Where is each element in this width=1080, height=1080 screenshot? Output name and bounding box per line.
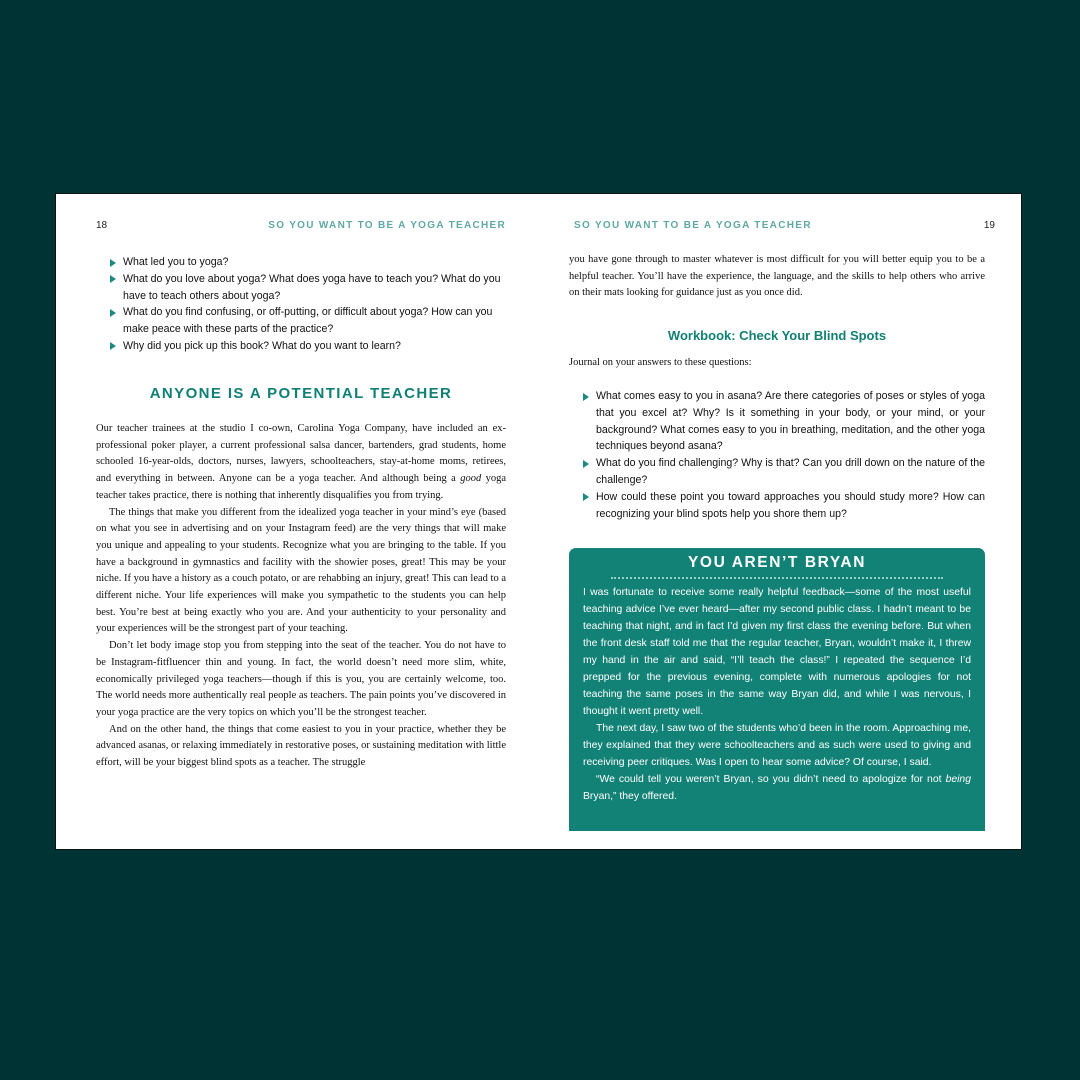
book-spread	[55, 193, 1022, 850]
page-number-left: 18	[96, 220, 108, 231]
bullet-triangle-icon	[583, 393, 589, 401]
workbook-heading: Workbook: Check Your Blind Spots	[667, 328, 887, 343]
body-paragraph: And on the other hand, the things that come easiest to you in your practice, whether they be advanced asanas, or relaxing immediately in restorative poses, or sustaining meditation with little effort, will be your biggest blind spots as a teacher. The struggle	[96, 723, 506, 769]
sidebar-paragraph: The next day, I saw two of the students who’d been in the room. Approaching me, they explained that they were schoolteachers and as such were used to giving and receiving peer critiques. Was I open to hear some advice? Of course, I said.	[583, 723, 971, 768]
list-item: What do you find confusing, or off-putting, or difficult about yoga? How can you make peace with these parts of the practice?	[96, 304, 506, 338]
sidebar-title: YOU AREN’T BRYAN	[687, 554, 867, 571]
running-head-right: SO YOU WANT TO BE A YOGA TEACHER	[574, 220, 812, 231]
bullet-triangle-icon	[583, 460, 589, 468]
body-text-left	[96, 421, 506, 772]
list-item: How could these point you toward approaches you should study more? How can recognizing your blind spots help you shore them up?	[569, 489, 985, 523]
bullet-triangle-icon	[110, 259, 116, 267]
running-head-left: SO YOU WANT TO BE A YOGA TEACHER	[268, 220, 506, 231]
bullet-triangle-icon	[583, 493, 589, 501]
right-page	[569, 194, 995, 849]
list-item: What do you find challenging? Why is that? Can you drill down on the nature of the challenge?	[569, 455, 985, 489]
sidebar-box	[569, 548, 985, 831]
sidebar-paragraph: I was fortunate to receive some really helpful feedback—some of the most useful teaching advice I’ve ever heard—after my second public class. I hadn’t meant to be teaching that night, and in fact I’d given my first class the evening before. But when the front desk staff told me that the regular teacher, Bryan, wouldn’t make it, I threw my hand in the air and said, “I’ll teach the class!” I repeated the sequence I’d prepped for the previous evening, complete with numerous apologies for not teaching the same poses in the same way Bryan did, and while I was nervous, I thought it went pretty well.	[583, 587, 971, 717]
body-paragraph: Don’t let body image stop you from stepping into the seat of the teacher. You do not have to be Instagram-fitfluencer thin and young. In fact, the world doesn’t need more slim, white, economically privileged yoga teachers—though if this is you, you are certainly welcome, too. The world needs more authentically real people as teachers. The pain points you’ve discovered in your yoga practice are the very topics on which you’ll be the strongest teacher.	[96, 640, 506, 718]
list-item: What led you to yoga?	[96, 254, 506, 271]
list-item: Why did you pick up this book? What do you want to learn?	[96, 338, 506, 355]
reflection-question-list	[96, 254, 506, 355]
dotted-divider	[611, 577, 943, 579]
journal-prompt: Journal on your answers to these questions:	[569, 357, 752, 368]
left-page	[96, 194, 506, 849]
list-item: What do you love about yoga? What does yoga have to teach you? What do you have to teach others about yoga?	[96, 271, 506, 305]
workbook-question-list	[569, 388, 985, 522]
bullet-triangle-icon	[110, 275, 116, 283]
section-heading: ANYONE IS A POTENTIAL TEACHER	[149, 385, 453, 402]
bullet-triangle-icon	[110, 342, 116, 350]
page-number-right: 19	[983, 220, 995, 231]
body-paragraph: Our teacher trainees at the studio I co-own, Carolina Yoga Company, have included an ex-professional poker player, a current professional salsa dancer, bartenders, grad students, home schooled 16-year-olds, doctors, nurses, lawyers, schoolteachers, stay-at-home moms, retirees, and everything in between. Anyone can be a yoga teacher. And although being a good yoga teacher takes practice, there is nothing that inherently disqualifies you from trying.	[96, 423, 506, 501]
list-item: What comes easy to you in asana? Are there categories of poses or styles of yoga that you excel at? Why? Is it something in your body, or your mind, or your background? What comes easy to you in breathing, meditation, and the other yoga techniques beyond asana?	[569, 388, 985, 455]
body-text-continuation	[569, 252, 985, 302]
sidebar-paragraph: “We could tell you weren’t Bryan, so you didn’t need to apologize for not being Bryan,” they offered.	[583, 774, 971, 802]
bullet-triangle-icon	[110, 309, 116, 317]
body-paragraph: you have gone through to master whatever is most difficult for you will better equip you to be a helpful teacher. You’ll have the experience, the language, and the skills to help others who arrive on their mats looking for guidance just as you once did.	[569, 254, 985, 299]
body-paragraph: The things that make you different from the idealized yoga teacher in your mind’s eye (based on what you see in advertising and on your Instagram feed) are the very things that will make you unique and appealing to your students. Recognize what you are bringing to the table. If you have a background in gymnastics and facility with the showier poses, great! This may be your niche. If you have a history as a couch potato, or are rehabbing an injury, great! This can lead to a different niche. Your life experiences will make you sympathetic to the students you can help best. You’re best at being exactly who you are. And your authenticity to your personality and your experiences will be the strongest part of your teaching.	[96, 506, 506, 635]
sidebar-body	[583, 584, 971, 805]
